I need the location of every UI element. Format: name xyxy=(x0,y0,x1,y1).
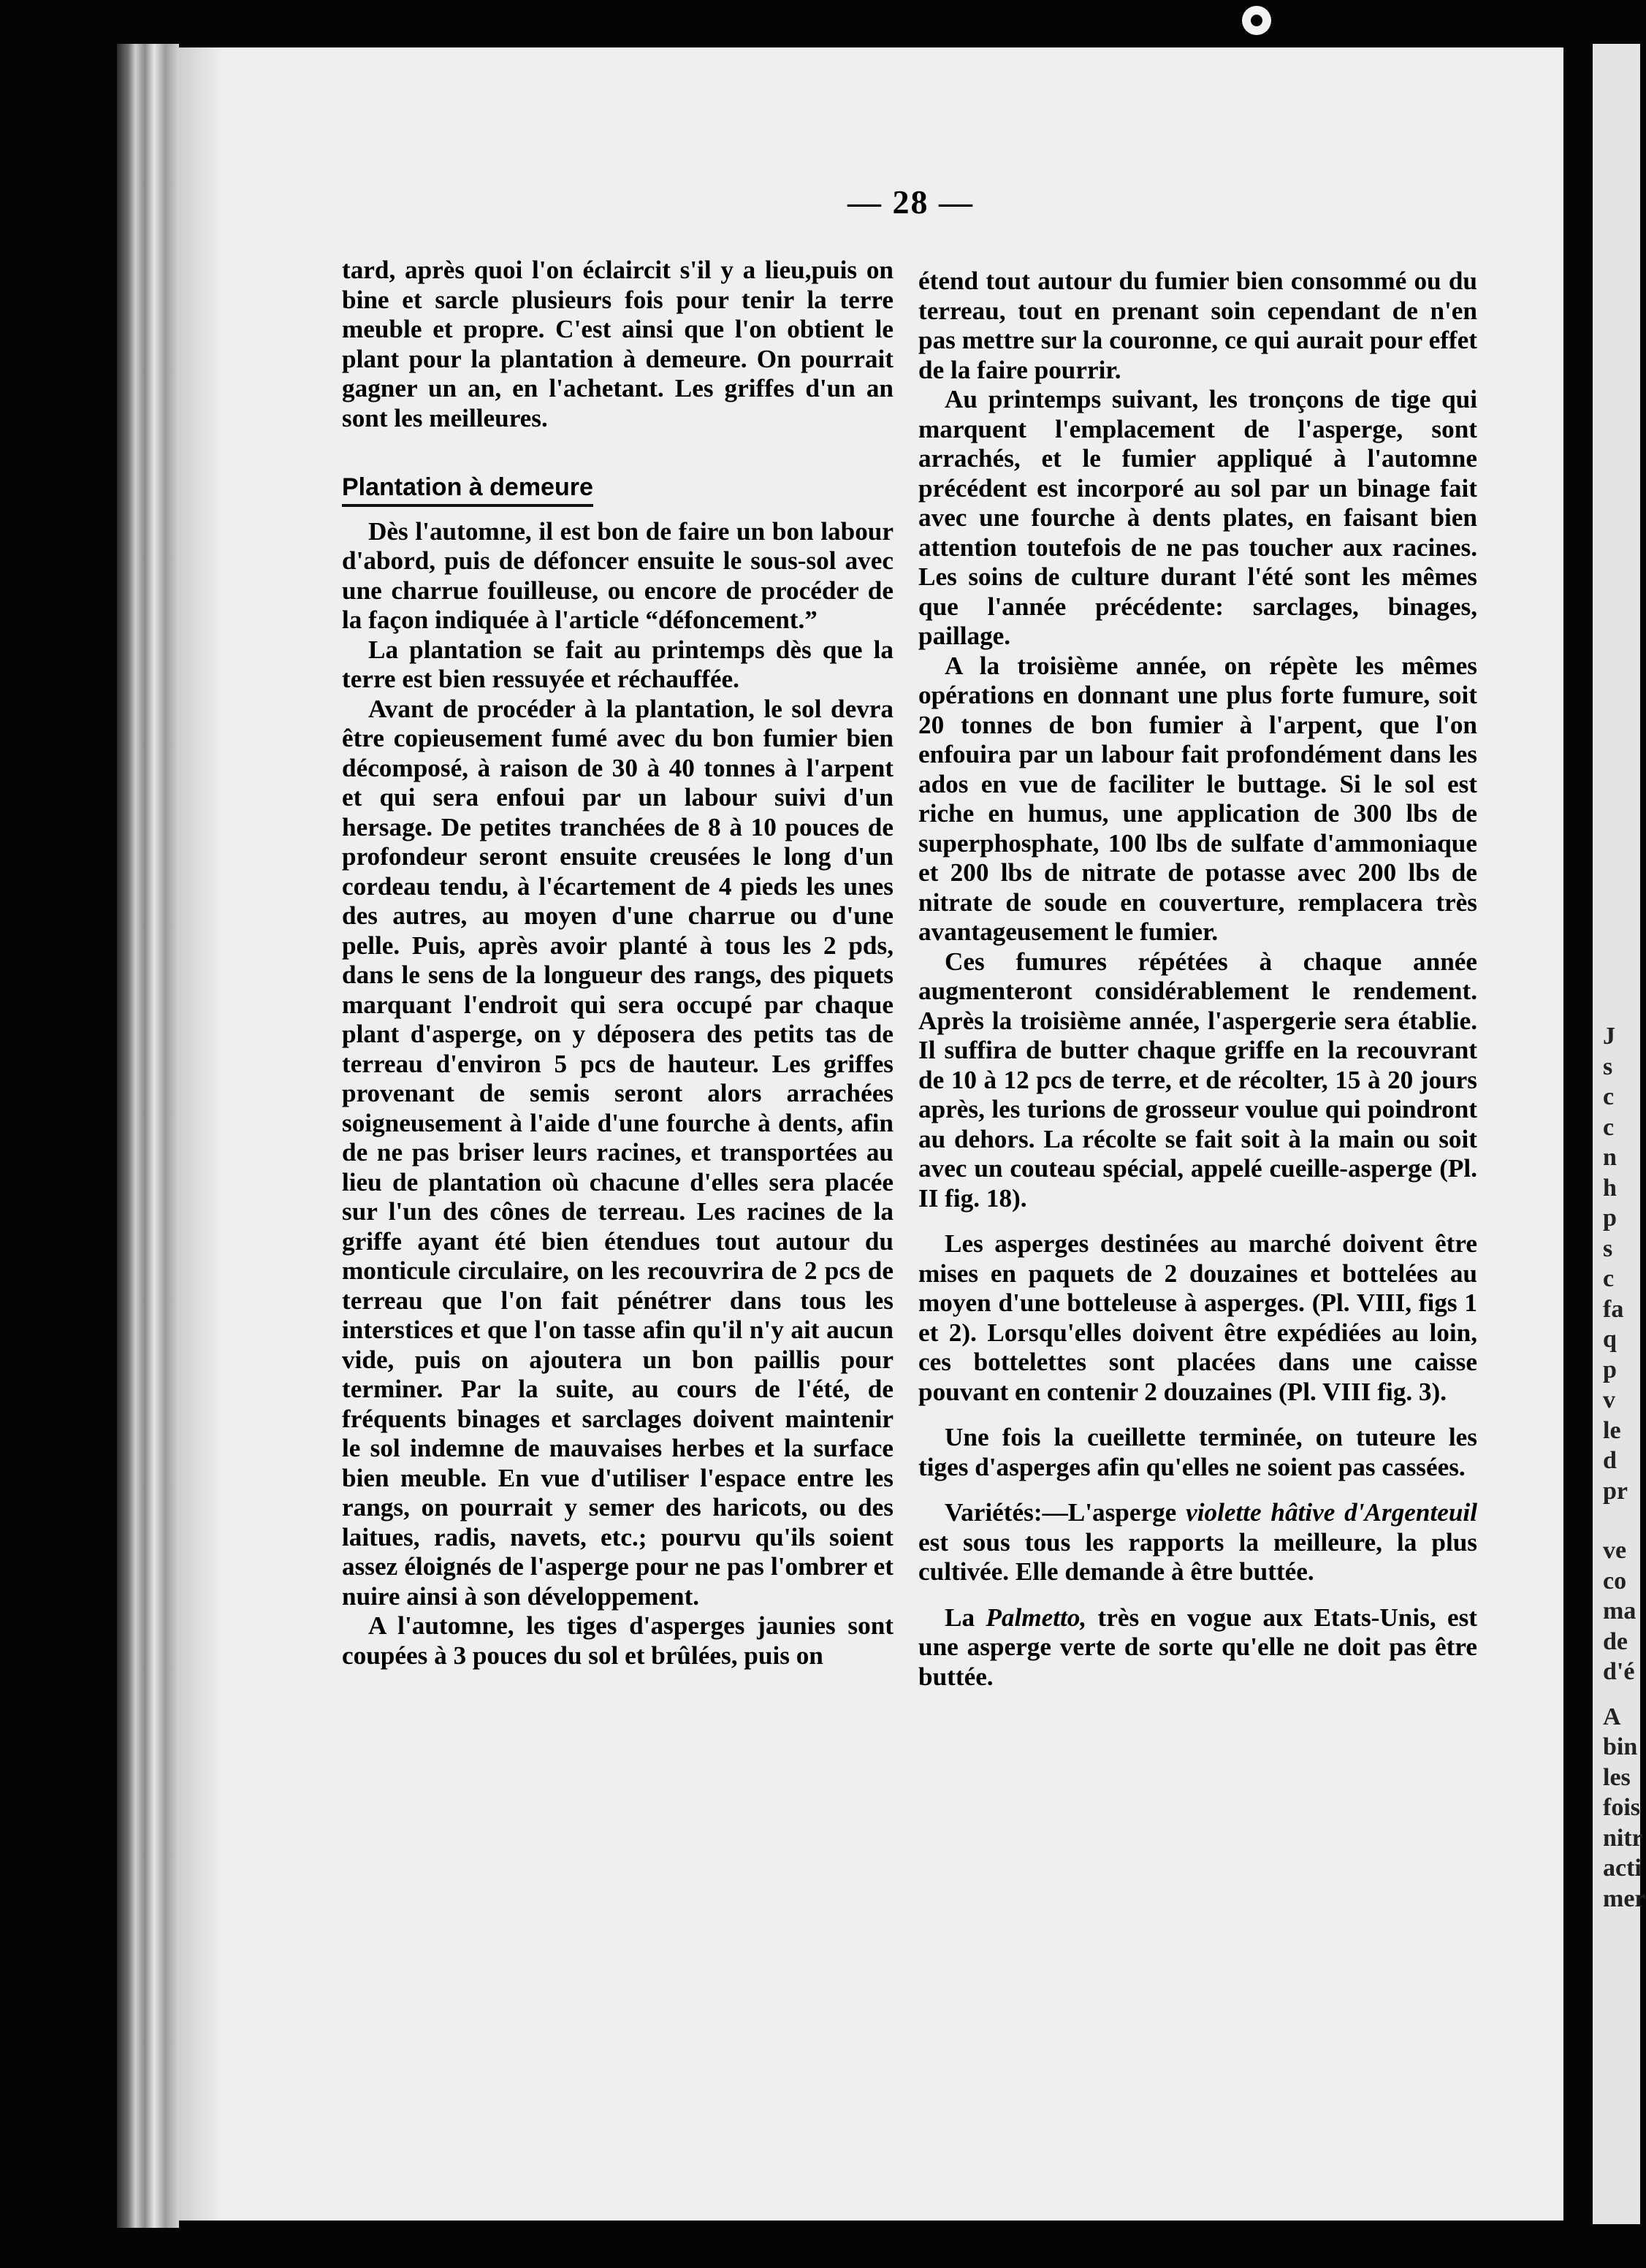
right-column xyxy=(918,267,1477,1692)
facing-page-text-fragment: p xyxy=(1603,1204,1617,1232)
facing-page-text-fragment: c xyxy=(1603,1083,1615,1110)
section-heading: Plantation à demeure xyxy=(342,473,593,507)
facing-page-text-fragment: acti xyxy=(1603,1855,1642,1882)
text-run: est sous tous les rapports la meilleure, la plus cultivée. Elle demande à être buttée. xyxy=(918,1527,1477,1586)
paragraph: La plantation se fait au printemps dès que la terre est bien ressuyée et réchauffée. xyxy=(342,635,894,693)
facing-page-text-fragment: d xyxy=(1603,1447,1617,1474)
gutter-shadow xyxy=(179,47,223,2221)
facing-page-text-fragment: de xyxy=(1603,1627,1628,1655)
text-run: La xyxy=(945,1603,986,1632)
paragraph: Les asperges destinées au marché doivent être mises en paquets de 2 douzaines et bottelées au moyen d'une botteleuse à asperges. (Pl. VIII, figs 1 et 2). Lorsqu'elles doivent être expédiées au loin, ces bottelettes sont placées dans une caisse pouvant en contenir 2 douzaines (Pl. VIII fig. 3). xyxy=(918,1229,1477,1406)
punch-hole-mark xyxy=(1242,6,1271,35)
paragraph: A la troisième année, on répète les mêmes opérations en donnant une plus forte fumure, soit 20 tonnes de bon fumier à l'arpent, que l'on enfouira par un labour fait profondément dans les ados en vue de faciliter le buttage. Si le sol est riche en humus, une application de 300 lbs de superphosphate, 100 lbs de sulfate d'ammoniaque et 200 lbs de nitrate de potasse avec 200 lbs de nitrate de soude en couverture, remplacera très avantageusement le fumier. xyxy=(918,651,1477,946)
facing-page-text-fragment: s xyxy=(1603,1053,1613,1080)
facing-page-text-fragment: fois xyxy=(1603,1794,1640,1821)
paragraph: Au printemps suivant, les tronçons de tige qui marquent l'emplacement de l'asperge, sont arrachés, et le fumier appliqué à l'automne précédent est incorporé au sol par un binage fait avec une fourche à dents plates, en faisant bien attention toutefois de ne pas toucher aux racines. Les soins de culture durant l'été sont les mêmes que l'année précédente: sarclages, binages, paillage. xyxy=(918,385,1477,650)
paragraph: A l'automne, les tiges d'asperges jaunies sont coupées à 3 pouces du sol et brûlées, puis on xyxy=(342,1611,894,1670)
facing-page-text-fragment: bin xyxy=(1603,1733,1638,1760)
facing-page-text-fragment: p xyxy=(1603,1356,1617,1383)
facing-page-text-fragment: A xyxy=(1603,1703,1621,1730)
facing-page-text-fragment: v xyxy=(1603,1386,1615,1413)
facing-page-text-fragment: c xyxy=(1603,1113,1615,1141)
variety-name: Palmetto, xyxy=(986,1603,1087,1632)
facing-page-text-fragment: ve xyxy=(1603,1537,1627,1564)
facing-page-text-fragment: J xyxy=(1603,1023,1615,1050)
facing-page-text-fragment: nitr xyxy=(1603,1824,1643,1852)
text-run: très en vogue aux Etats-Unis, est une asperge verte de sorte qu'elle ne doit pas être buttée. xyxy=(918,1603,1477,1691)
paragraph: étend tout autour du fumier bien consommé ou du terreau, tout en prenant soin cependant de n'en pas mettre sur la couronne, ce qui aurait pour effet de la faire pourrir. xyxy=(918,267,1477,384)
paragraph: Avant de procéder à la plantation, le sol devra être copieusement fumé avec du bon fumier bien décomposé, à raison de 30 à 40 tonnes à l'arpent et qui sera enfoui par un labour suivi d'un hersage. De petites tranchées de 8 à 10 pouces de profondeur seront ensuite creusées le long d'un cordeau tendu, à l'écartement de 4 pieds les unes des autres, au moyen d'une charrue ou d'une pelle. Puis, après avoir planté à tous les 2 pds, dans le sens de la longueur des rangs, des piquets marquant l'endroit qui sera occupé par chaque plant d'asperge, on y déposera des petits tas de terreau d'environ 5 pcs de hauteur. Les griffes provenant de semis seront alors arrachées soigneusement à l'aide d'une fourche à dents, afin de ne pas briser leurs racines, et transportées au lieu de plantation où chacune d'elles sera placée sur l'un des cônes de terreau. Les racines de la griffe ayant été bien étendues tout autour du monticule circulaire, on les recouvrira de 2 pcs de terreau que l'on fait pénétrer dans tous les interstices et que l'on tasse afin qu'il n'y ait aucun vide, puis on ajoutera un bon paillis pour terminer. Par la suite, au cours de l'été, de fréquents binages et sarclages doivent maintenir le sol indemne de mauvaises herbes et la surface bien meuble. En vue d'utiliser l'espace entre les rangs, on pourrait y semer des haricots, ou des laitues, radis, navets, etc.; pourvu qu'ils soient assez éloignés de l'asperge pour ne pas l'ombrer et nuire ainsi à son développement. xyxy=(342,694,894,1611)
facing-page-text-fragment: fa xyxy=(1603,1295,1624,1323)
paragraph: Ces fumures répétées à chaque année augmenteront considérablement le rendement. Après la troisième année, l'aspergerie sera établie. Il suffira de butter chaque griffe en la recouvrant de 10 à 12 pcs de terre, et de récolter, 15 à 20 jours après, les turions de grosseur voulue qui poindront au dehors. La récolte se fait soit à la main ou soit avec un couteau spécial, appelé cueille-asperge (Pl. II fig. 18). xyxy=(918,947,1477,1213)
facing-page-text-fragment: n xyxy=(1603,1144,1617,1171)
variety-name: violette hâtive d'Argenteuil xyxy=(1186,1498,1477,1527)
facing-page-text-fragment: q xyxy=(1603,1326,1617,1353)
facing-page-text-fragment: le xyxy=(1603,1416,1621,1444)
paragraph: tard, après quoi l'on éclaircit s'il y a lieu,puis on bine et sarcle plusieurs fois pour tenir la terre meuble et propre. C'est ainsi que l'on obtient le plant pour la plantation à demeure. On pourrait gagner un an, en l'achetant. Les griffes d'un an sont les meilleures. xyxy=(342,256,894,432)
facing-page-text-fragment: s xyxy=(1603,1234,1613,1262)
facing-page-text-fragment: c xyxy=(1603,1265,1615,1292)
page-number: — 28 — xyxy=(847,183,974,221)
paragraph-palmetto xyxy=(918,1603,1477,1692)
facing-page-text-fragment: pr xyxy=(1603,1477,1628,1505)
paragraph: Dès l'automne, il est bon de faire un bon labour d'abord, puis de défoncer ensuite le sous-sol avec une charrue fouilleuse, ou encore de procéder de la façon indiquée à l'article “défoncement.” xyxy=(342,516,894,634)
facing-page-text-fragment: mer xyxy=(1603,1885,1646,1912)
left-column xyxy=(342,256,894,1671)
facing-page-text-fragment: co xyxy=(1603,1567,1627,1595)
book-spine xyxy=(117,44,179,2228)
facing-page-text-fragment: ma xyxy=(1603,1597,1637,1624)
varietes-label: Variétés: xyxy=(945,1498,1043,1527)
facing-page-edge xyxy=(1593,44,1646,2224)
facing-page-text-fragment: d'é xyxy=(1603,1658,1635,1685)
facing-page-text-fragment: h xyxy=(1603,1174,1617,1202)
text-run: —L'asperge xyxy=(1042,1498,1186,1527)
paragraph-varietes xyxy=(918,1498,1477,1587)
paragraph: Une fois la cueillette terminée, on tuteure les tiges d'asperges afin qu'elles ne soient pas cassées. xyxy=(918,1423,1477,1481)
facing-page-text-fragment: les xyxy=(1603,1763,1631,1791)
